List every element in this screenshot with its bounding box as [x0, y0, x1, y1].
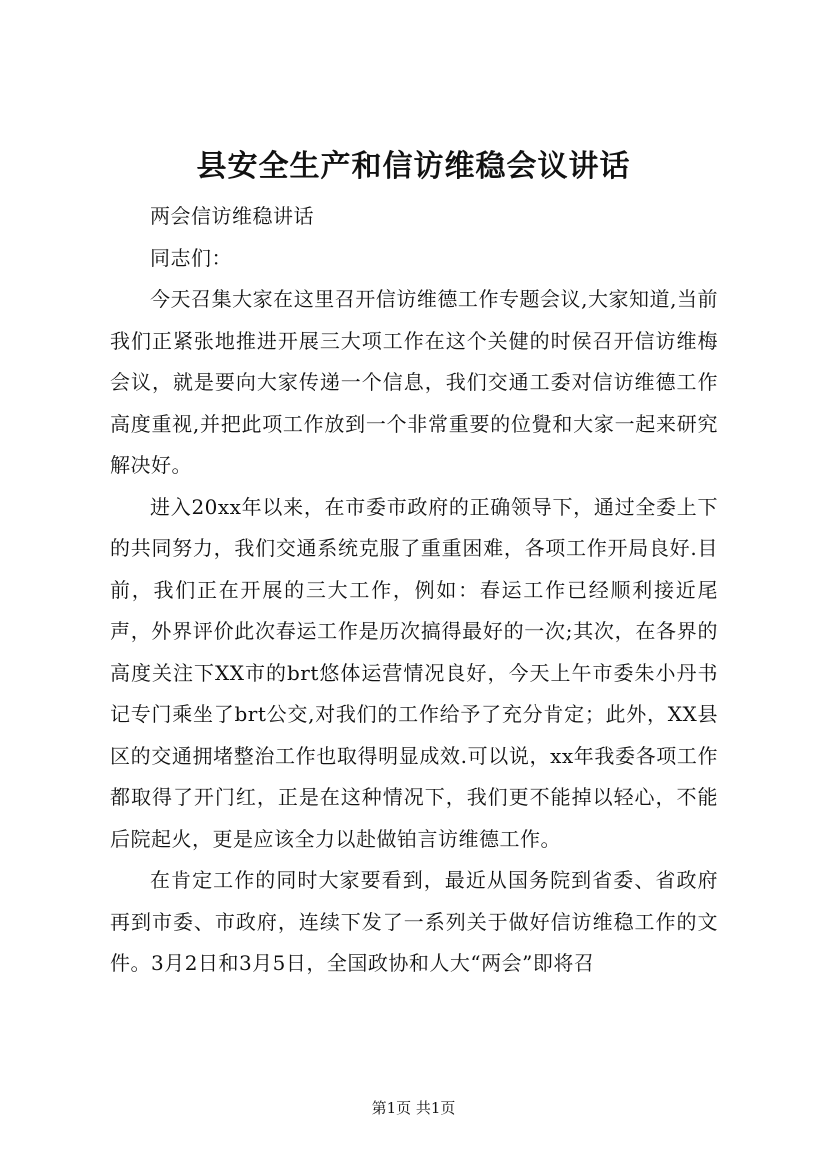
paragraph-salutation: 同志们：	[150, 245, 232, 270]
paragraph-3: 在肯定工作的同时大家要看到，最近从国务院到省委、省政府再到市委、市政府，连续下发了一系列关于做好信访维稳工作的文件。3月2日和3月5日，全国政协和人大“两会”即将召	[110, 868, 718, 975]
paragraph-subtitle: 两会信访维稳讲话	[150, 204, 314, 228]
page-footer: 第1页 共1页	[371, 1099, 456, 1117]
paragraph-1: 今天召集大家在这里召开信访维德工作专题会议,大家知道,当前我们正紧张地推进开展三大项工作在这个关健的时侯召开信访维梅会议，就是要向大家传递一个信息，我们交通工委对信访维德工作高度重视,并把此项工作放到一个非常重要的位覺和大家一起来研究解决好。	[110, 287, 718, 477]
document-title: 县安全生产和信访维稳会议讲话	[196, 149, 631, 184]
document-body	[110, 196, 718, 985]
paragraph-2: 进入20xx年以来，在市委市政府的正确领导下，通过全委上下的共同努力，我们交通系统克服了重重困难，各项工作开局良好.目前，我们正在开展的三大工作，例如：春运工作已经顺利接近尾声，外界评价此次春运工作是历次搞得最好的一次;其次，在各界的高度关注下XX市的brt悠体运营情况良好，今天上午市委朱小丹书记专门乘坐了brt公交,对我们的工作给予了充分肯定；此外，XX县区的交通拥堵整治工作也取得明显成效.可以说，xx年我委各项工作都取得了开门红，正是在这种情况下，我们更不能掉以轻心，不能后院起火，更是应该全力以赴做铂言访维德工作。	[110, 494, 718, 851]
